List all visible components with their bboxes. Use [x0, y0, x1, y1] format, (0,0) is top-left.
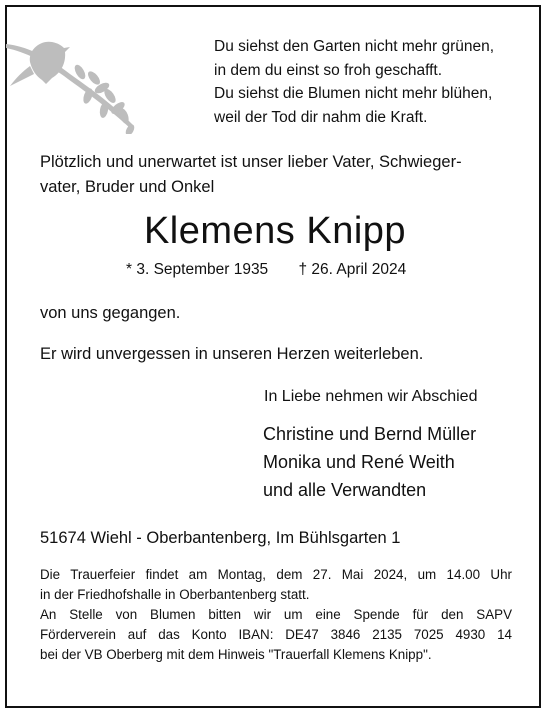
mourner-line: Monika und René Weith	[263, 452, 455, 472]
mourner-line: Christine und Bernd Müller	[263, 424, 477, 444]
poem	[214, 35, 494, 129]
life-dates	[126, 259, 406, 281]
poem-line: in dem du einst so froh geschafft.	[214, 61, 443, 79]
intro-text	[40, 150, 520, 200]
mourners-list	[263, 420, 476, 504]
gone-text: von uns gegangen.	[40, 304, 181, 322]
poem-line: Du siehst die Blumen nicht mehr blühen,	[214, 85, 493, 102]
funeral-notes	[40, 565, 512, 665]
poem-line: Du siehst den Garten nicht mehr grünen,	[214, 38, 495, 55]
remember-text: Er wird unvergessen in unseren Herzen weiterleben.	[40, 345, 424, 363]
deceased-name: Klemens Knipp	[143, 210, 407, 252]
notes-line: Förderverein auf das Konto IBAN: DE47 3846 2135 7025 4930 14	[40, 627, 512, 642]
notes-line: in der Friedhofshalle in Oberbantenberg statt.	[40, 587, 310, 602]
poem-line: weil der Tod dir nahm die Kraft.	[214, 108, 428, 126]
notes-line: Die Trauerfeier findet am Montag, dem 27. Mai 2024, um 14.00 Uhr	[40, 567, 512, 582]
birth-date: * 3. September 1935	[126, 261, 269, 278]
notes-line: bei der VB Oberberg mit dem Hinweis "Trauerfall Klemens Knipp".	[40, 647, 432, 662]
notes-line: An Stelle von Blumen bitten wir um eine Spende für den SAPV	[40, 607, 512, 622]
address: 51674 Wiehl - Oberbantenberg, Im Bühlsgarten 1	[40, 529, 401, 547]
intro-line: vater, Bruder und Onkel	[40, 178, 215, 196]
bird-on-branch-icon	[6, 26, 142, 134]
mourner-line: und alle Verwandten	[263, 480, 427, 500]
death-date: † 26. April 2024	[298, 261, 407, 278]
farewell-text: In Liebe nehmen wir Abschied	[264, 388, 478, 405]
intro-line: Plötzlich und unerwartet ist unser lieber Vater, Schwieger-	[40, 153, 462, 171]
